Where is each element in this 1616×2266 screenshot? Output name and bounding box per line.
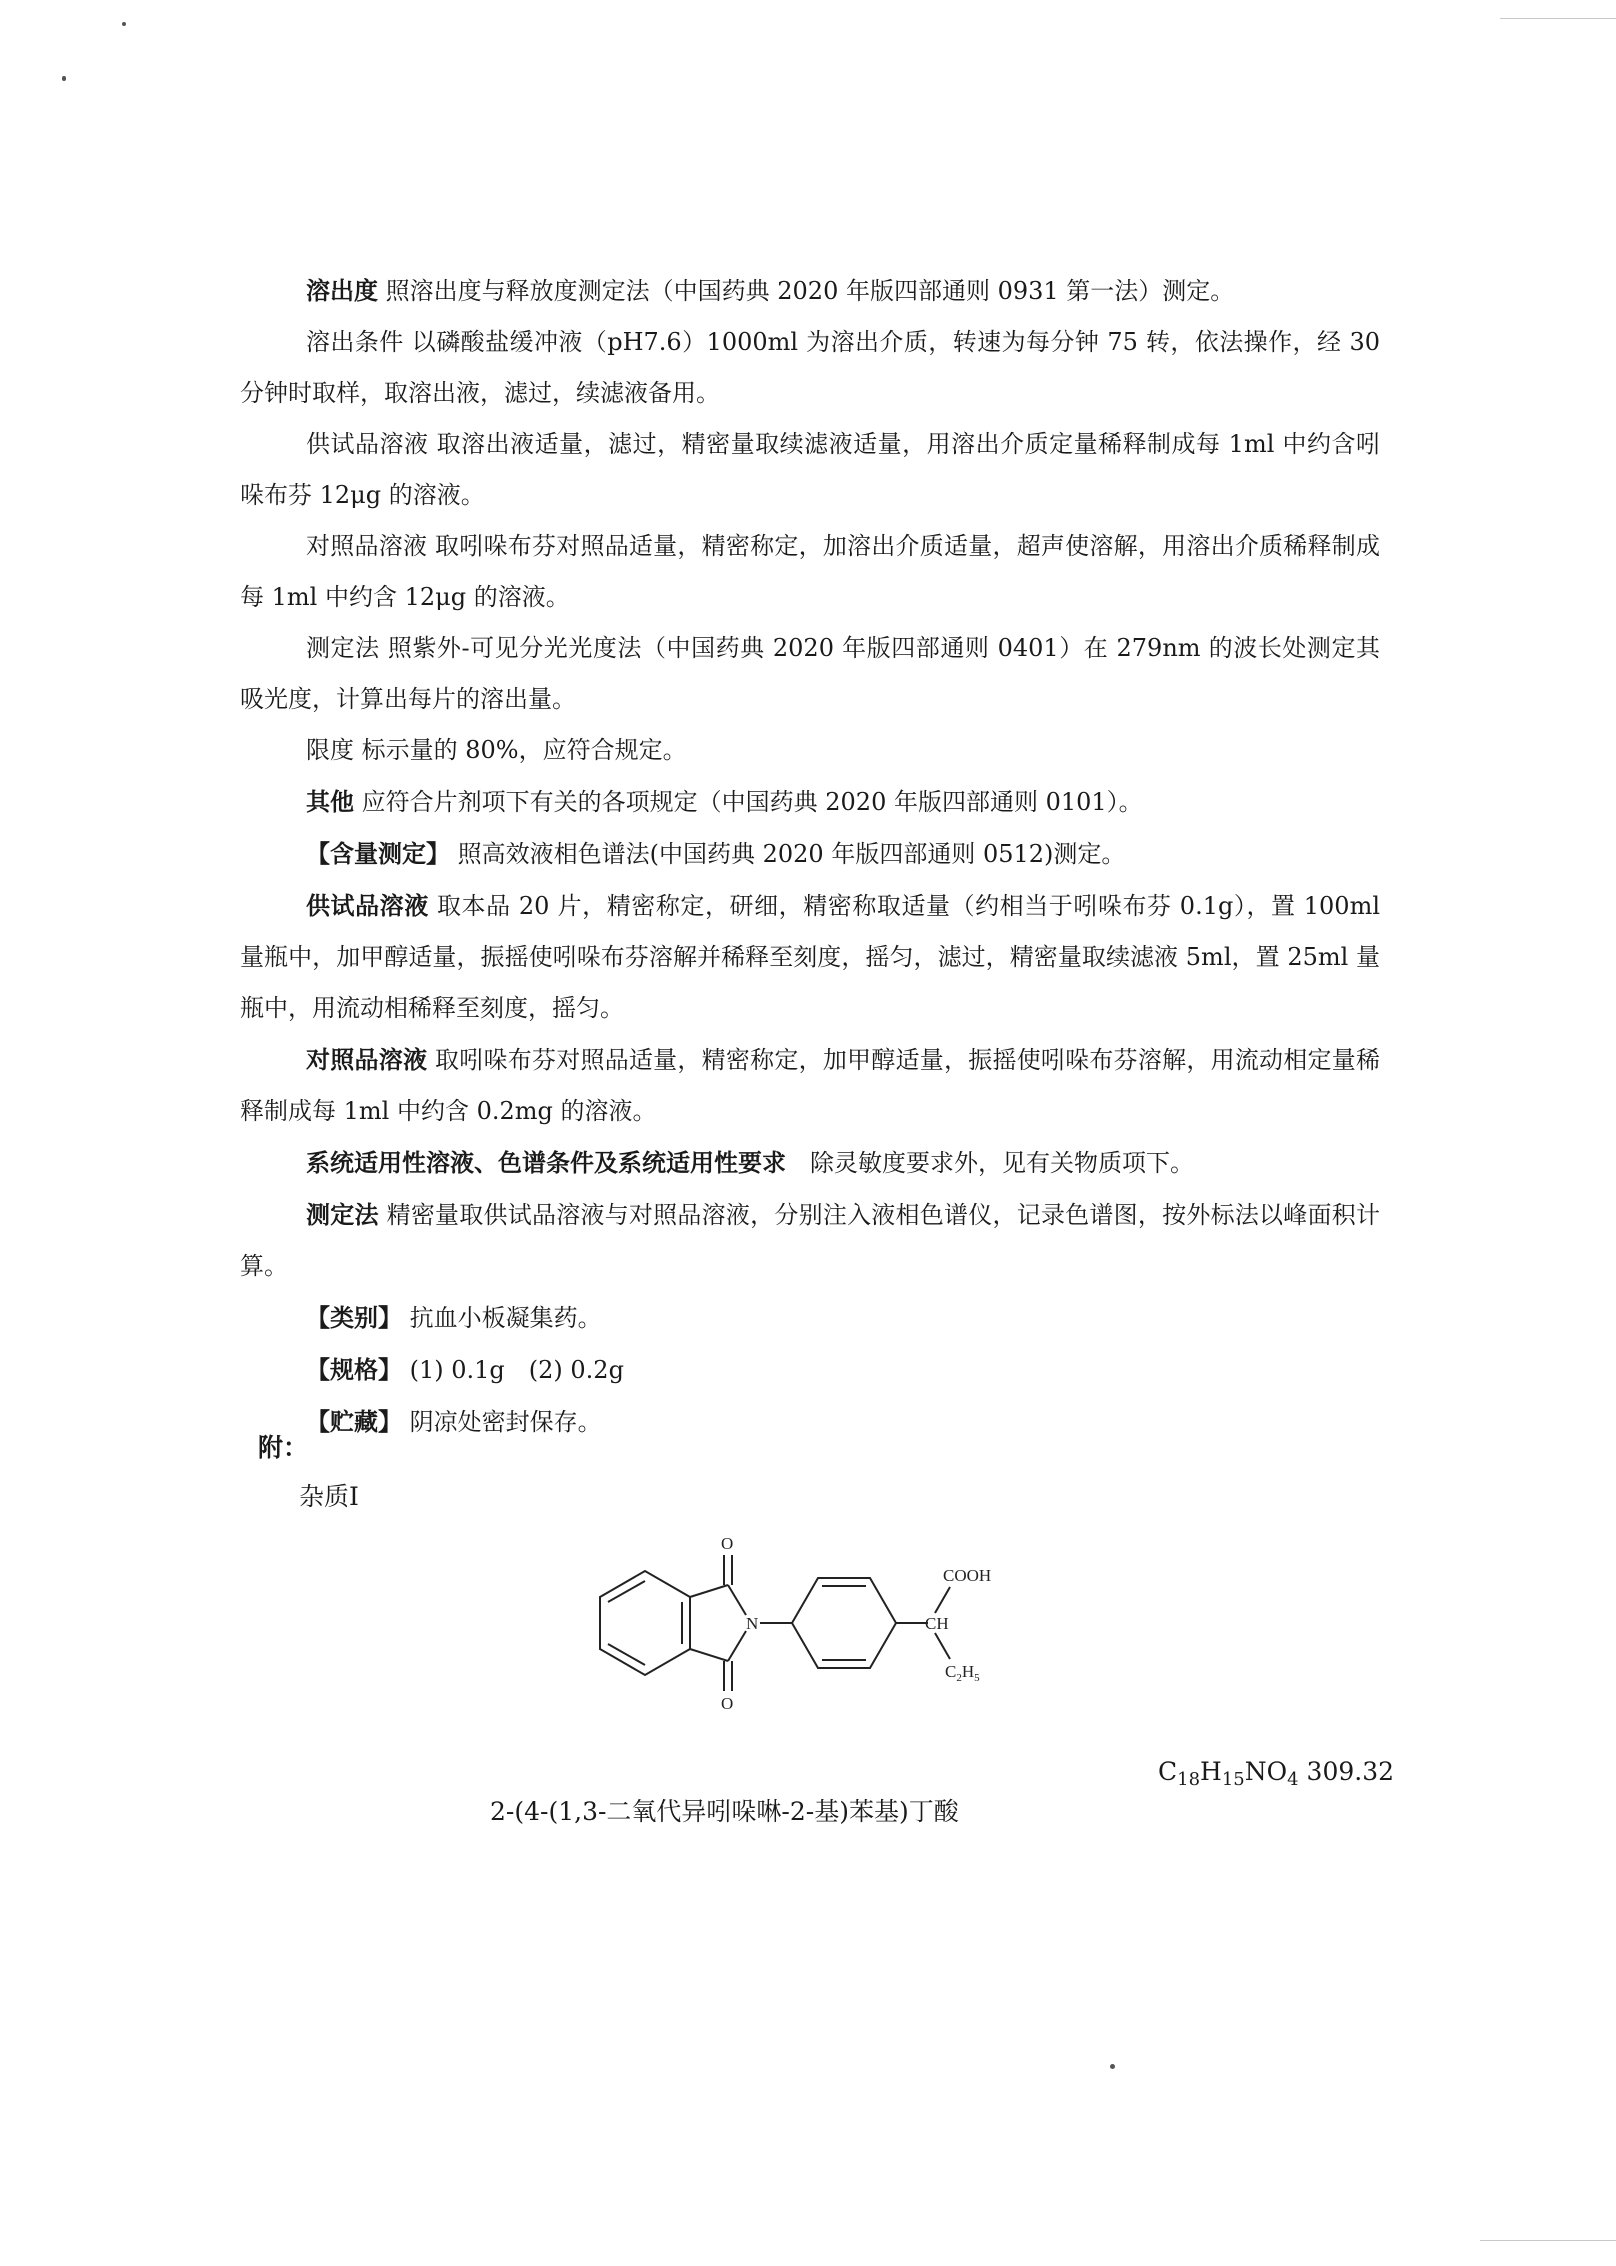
- paragraph-label: 溶出度: [306, 276, 378, 305]
- paragraph-label: 【类别】: [306, 1303, 402, 1332]
- paragraph: [240, 1292, 1380, 1344]
- paragraph-label: 【贮藏】: [306, 1407, 402, 1436]
- paragraph-label: 溶出条件: [306, 328, 404, 356]
- paragraph: [240, 317, 1380, 419]
- paragraph-text: 照溶出度与释放度测定法（中国药典 2020 年版四部通则 0931 第一法）测定。: [378, 277, 1235, 305]
- paragraph: [240, 1137, 1380, 1189]
- chemical-name: 2-(4-(1,3-二氧代异吲哚啉-2-基)苯基)丁酸: [490, 1797, 959, 1826]
- paragraph-label: 【规格】: [306, 1355, 402, 1384]
- appendix-title: 附：: [258, 1433, 309, 1462]
- paragraph: [240, 1189, 1380, 1292]
- paragraph: [240, 725, 1380, 776]
- paragraph-text: 取吲哚布芬对照品适量，精密称定，加甲醇适量，振摇使吲哚布芬溶解，用流动相定量稀释制成每 1ml 中约含 0.2mg 的溶液。: [240, 1046, 1380, 1125]
- cooh-label: COOH: [943, 1566, 992, 1585]
- phenyl-ring: [792, 1578, 896, 1668]
- o-top-label: O: [721, 1534, 734, 1553]
- paragraph-text: (1) 0.1g (2) 0.2g: [402, 1356, 624, 1384]
- scan-edge: [1500, 18, 1616, 19]
- paragraph-label: 测定法: [306, 1200, 379, 1229]
- paragraph: [240, 1034, 1380, 1137]
- scan-speck: [122, 22, 126, 26]
- paragraph-text: 取溶出液适量，滤过，精密量取续滤液适量，用溶出介质定量稀释制成每 1ml 中约含吲哚布芬 12μg 的溶液。: [240, 430, 1381, 509]
- paragraph-text: 照紫外-可见分光光度法（中国药典 2020 年版四部通则 0401）在 279nm 的波长处测定其吸光度，计算出每片的溶出量。: [240, 634, 1381, 713]
- paragraph-text: 精密量取供试品溶液与对照品溶液，分别注入液相色谱仪，记录色谱图，按外标法以峰面积计算。: [240, 1201, 1380, 1280]
- paragraph-label: 供试品溶液: [306, 430, 429, 458]
- benzo-ring: [600, 1571, 690, 1675]
- paragraph-text: 以磷酸盐缓冲液（pH7.6）1000ml 为溶出介质，转速为每分钟 75 转，依法操作，经 30 分钟时取样，取溶出液，滤过，续滤液备用。: [240, 328, 1381, 407]
- o-bottom-label: O: [721, 1694, 734, 1713]
- paragraph-text: 除灵敏度要求外，见有关物质项下。: [786, 1149, 1194, 1177]
- chemical-structure: [550, 1525, 1050, 1750]
- molecular-formula: $C_{18}H_{15}NO_4$ 309.32: [1158, 1757, 1395, 1791]
- paragraph: [240, 419, 1380, 521]
- paragraph-label: 系统适用性溶液、色谱条件及系统适用性要求: [306, 1148, 786, 1177]
- paragraph: [240, 1344, 1380, 1396]
- paragraph-text: 抗血小板凝集药。: [402, 1304, 602, 1332]
- paragraph-label: 限度: [306, 736, 354, 764]
- paragraph-label: 供试品溶液: [306, 891, 429, 920]
- paragraph: [240, 776, 1380, 828]
- paragraph: [240, 880, 1380, 1034]
- ch-label: CH: [925, 1614, 949, 1633]
- scan-edge: [1480, 2240, 1616, 2241]
- paragraph-label: 对照品溶液: [306, 1045, 428, 1074]
- paragraph-text: 取本品 20 片，精密称定，研细，精密称取适量（约相当于吲哚布芬 0.1g），置 100ml 量瓶中，加甲醇适量，振摇使吲哚布芬溶解并稀释至刻度，摇匀，滤过，精密量取续滤液 5ml，置 25ml 量瓶中，用流动相稀释至刻度，摇匀。: [240, 892, 1380, 1022]
- paragraph-text: 标示量的 80%，应符合规定。: [354, 736, 687, 764]
- impurity-label: 杂质Ⅰ: [299, 1482, 359, 1511]
- scan-speck: [62, 76, 66, 81]
- n-label: N: [746, 1614, 759, 1633]
- paragraph-text: 阴凉处密封保存。: [402, 1408, 602, 1436]
- paragraph: [240, 828, 1380, 880]
- paragraph: [240, 265, 1380, 317]
- document-body: [240, 265, 1380, 1448]
- paragraph: [240, 1396, 1380, 1448]
- paragraph-text: 取吲哚布芬对照品适量，精密称定，加溶出介质适量，超声使溶解，用溶出介质稀释制成每 1ml 中约含 12μg 的溶液。: [240, 532, 1380, 611]
- paragraph: [240, 521, 1380, 623]
- paragraph-text: 照高效液相色谱法(中国药典 2020 年版四部通则 0512)测定。: [450, 840, 1126, 868]
- scan-speck: [1110, 2064, 1115, 2069]
- c2h5-label: $C_2H_5$: [945, 1662, 980, 1684]
- paragraph-label: 对照品溶液: [306, 532, 428, 560]
- paragraph: [240, 623, 1380, 725]
- paragraph-label: 其他: [306, 787, 354, 816]
- paragraph-label: 【含量测定】: [306, 839, 450, 868]
- paragraph-text: 应符合片剂项下有关的各项规定（中国药典 2020 年版四部通则 0101）。: [354, 788, 1143, 816]
- paragraph-label: 测定法: [306, 634, 380, 662]
